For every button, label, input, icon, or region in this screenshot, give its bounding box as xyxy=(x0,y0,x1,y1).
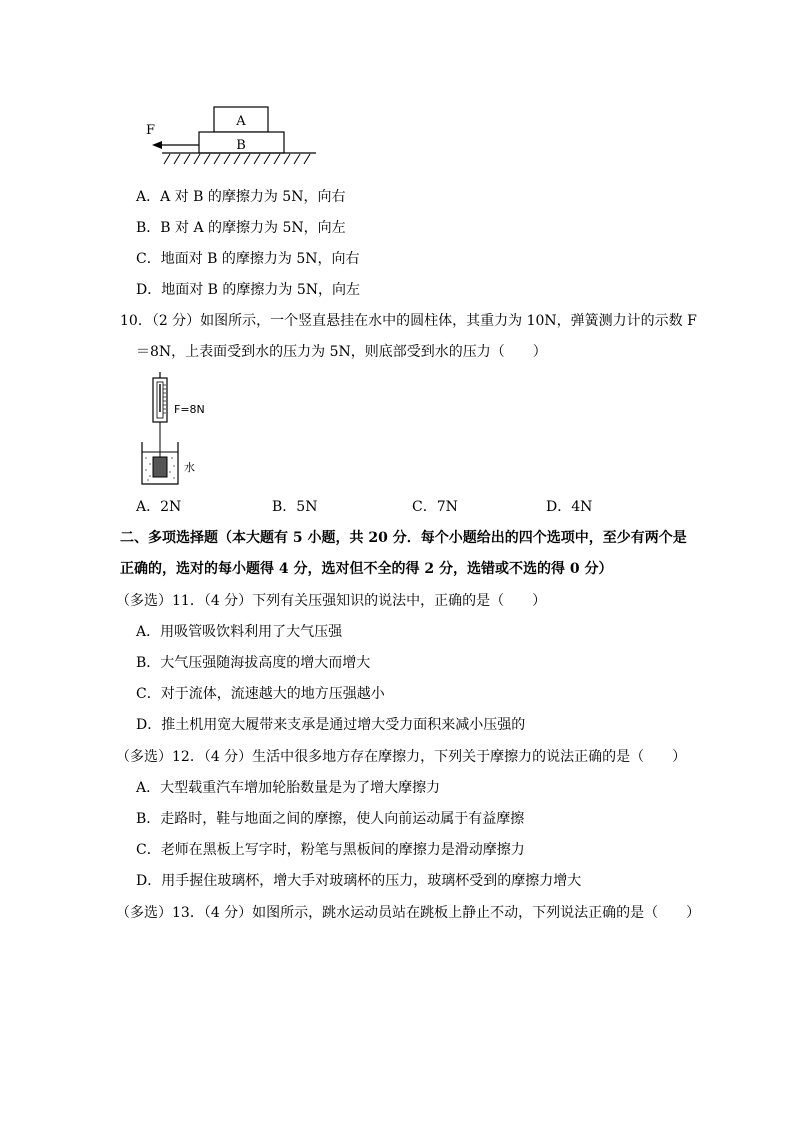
q11-option-b: B．大气压强随海拔高度的增大而增大 xyxy=(136,655,371,671)
q10-stem-line2: ＝8N，上表面受到水的压力为 5N，则底部受到水的压力（ ） xyxy=(136,344,547,360)
q12-option-a: A．大型载重汽车增加轮胎数量是为了增大摩擦力 xyxy=(136,780,441,796)
q11-option-d: D．推土机用宽大履带来支承是通过增大受力面积来减小压强的 xyxy=(136,717,526,733)
water-label: 水 xyxy=(184,461,195,474)
q11-option-a: A．用吸管吸饮料利用了大气压强 xyxy=(136,624,343,640)
q9-option-b: B．B 对 A 的摩擦力为 5N，向左 xyxy=(136,220,346,236)
q10-option-b: B．5N xyxy=(272,499,318,515)
q10-option-c: C．7N xyxy=(412,499,458,515)
spring-scale-diagram xyxy=(136,372,216,490)
q9-option-a: A．A 对 B 的摩擦力为 5N，向右 xyxy=(136,189,346,205)
cylinder xyxy=(153,457,167,477)
q12-option-d: D．用手握住玻璃杯，增大手对玻璃杯的压力，玻璃杯受到的摩擦力增大 xyxy=(136,873,582,889)
label-f: F xyxy=(146,123,156,138)
label-b: B xyxy=(236,138,246,153)
q10-option-a: A．2N xyxy=(136,499,182,515)
q11-stem: （多选）11．（4 分）下列有关压强知识的说法中，正确的是（ ） xyxy=(116,593,547,609)
ground-hatch xyxy=(164,154,310,164)
blocks-diagram xyxy=(140,104,325,172)
q12-option-b: B．走路时，鞋与地面之间的摩擦，使人向前运动属于有益摩擦 xyxy=(136,811,525,827)
q10-option-d: D．4N xyxy=(546,499,593,515)
q13-stem: （多选）13．（4 分）如图所示，跳水运动员站在跳板上静止不动，下列说法正确的是（ ） xyxy=(116,905,701,921)
force-arrow-head xyxy=(152,141,162,149)
section2-heading-line1: 二、多项选择题（本大题有 5 小题，共 20 分．每个小题给出的四个选项中，至少有两个是 xyxy=(120,530,687,546)
q10-stem-line1: 10．（2 分）如图所示，一个竖直悬挂在水中的圆柱体，其重力为 10N，弹簧测力计的示数 F xyxy=(120,313,697,329)
q12-stem: （多选）12．（4 分）生活中很多地方存在摩擦力，下列关于摩擦力的说法正确的是（ ） xyxy=(116,749,687,765)
q11-option-c: C．对于流体，流速越大的地方压强越小 xyxy=(136,686,385,702)
label-a: A xyxy=(236,114,246,129)
q12-option-c: C．老师在黑板上写字时，粉笔与黑板间的摩擦力是滑动摩擦力 xyxy=(136,842,525,858)
force-reading-label: F=8N xyxy=(174,403,205,416)
q9-option-d: D．地面对 B 的摩擦力为 5N，向左 xyxy=(136,282,361,298)
section2-heading-line2: 正确的，选对的每小题得 4 分，选对但不全的得 2 分，选错或不选的得 0 分） xyxy=(120,561,613,577)
q9-option-c: C．地面对 B 的摩擦力为 5N，向右 xyxy=(136,251,360,267)
